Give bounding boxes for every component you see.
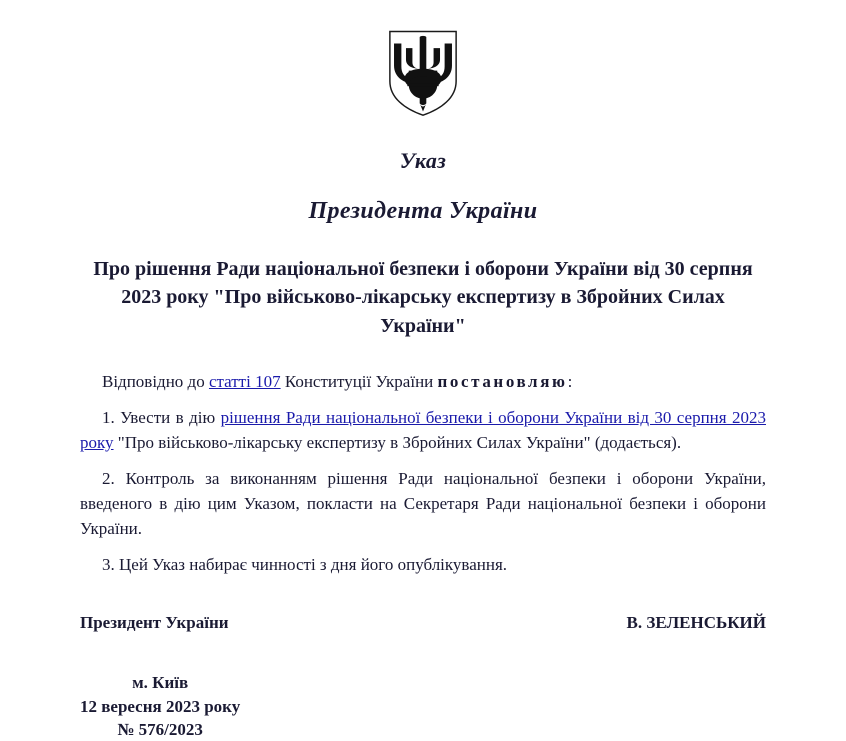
footer-place: м. Київ	[132, 673, 189, 693]
footer-number: № 576/2023	[117, 719, 203, 739]
footer-date: 12 вересня 2023 року	[80, 696, 241, 716]
clause-1-number: 1.	[102, 408, 115, 428]
clause-2-number: 2.	[102, 469, 115, 489]
clause-3-paragraph	[80, 553, 766, 578]
signatory-role: Президент України	[80, 613, 229, 633]
ukraine-coat-of-arms-trident-icon	[377, 26, 469, 118]
preamble-text-after-link: Конституції України	[280, 372, 438, 392]
signatory-name: В. ЗЕЛЕНСЬКИЙ	[626, 613, 766, 633]
clause-1-text-after-link: "Про військово-лікарську експертизу в Збройних Силах України" (додається).	[113, 433, 682, 453]
clause-3-text: Цей Указ набирає чинності з дня його опублікування.	[114, 555, 508, 575]
decree-title	[0, 148, 846, 225]
nsdc-decision-link[interactable]: рішення Ради національної безпеки і оборони України від 30 серпня 2023 року	[80, 408, 766, 453]
preamble-paragraph	[80, 370, 766, 395]
article-107-link[interactable]: статті 107	[208, 372, 281, 392]
preamble-text-before-link: Відповідно до	[102, 372, 209, 392]
clause-2-paragraph	[80, 467, 766, 542]
clause-1-paragraph	[80, 406, 766, 456]
decree-footer	[0, 671, 846, 741]
clause-2-text: Контроль за виконанням рішення Ради національної безпеки і оборони України, введеного в дію цим Указом, покласти на Секретаря Ради національної безпеки і оборони України.	[80, 469, 766, 539]
decree-title-line-2: Президента України	[308, 198, 538, 224]
preamble-tail: :	[567, 372, 573, 392]
emblem-container	[0, 0, 846, 118]
clause-3-number: 3.	[102, 555, 115, 575]
clause-1-text-before-link: Увести в дію	[114, 408, 221, 428]
decree-title-line-1: Указ	[399, 148, 447, 173]
decree-subject-heading: Про рішення Ради національної безпеки і оборони України від 30 серпня 2023 року "Про військово-лікарську експертизу в Збройних Силах України"	[93, 258, 753, 337]
decree-body	[0, 370, 846, 578]
signature-block	[0, 613, 846, 633]
preamble-emphasis: постановляю	[437, 372, 568, 392]
